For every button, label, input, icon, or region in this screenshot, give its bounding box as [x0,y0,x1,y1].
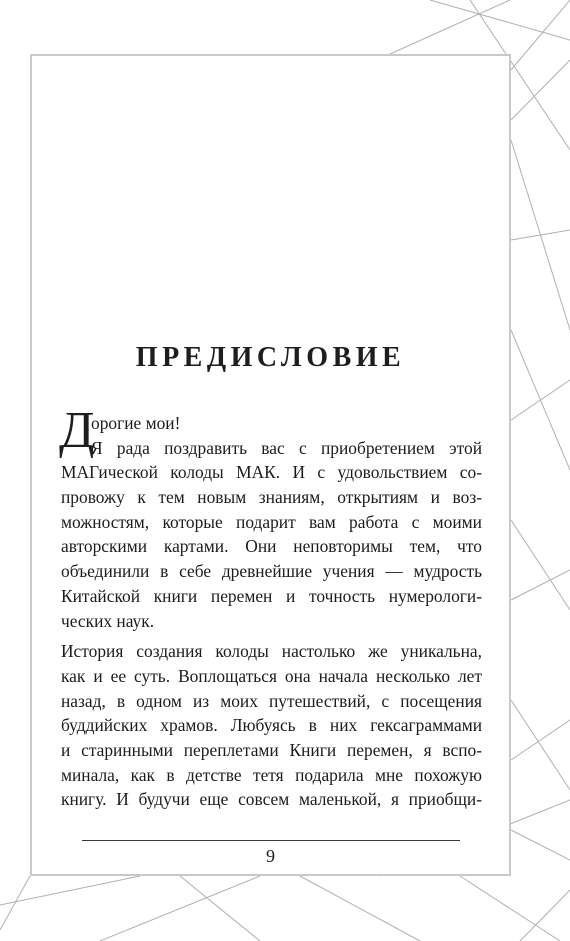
chapter-title: ПРЕДИСЛОВИЕ [135,342,406,373]
body-text [61,411,482,812]
footer-rule [82,840,460,841]
page-number: 9 [266,846,275,866]
deco-line [180,876,260,941]
salutation: орогие мои! [91,413,181,433]
deco-line [0,876,30,930]
deco-line [511,230,570,240]
text-line: Я рада поздравить вас с приобретением этой [91,437,482,458]
text-line: минала, как в детстве тетя подарила мне похожую [61,764,482,785]
text-line: буддийских храмов. Любуясь в них гексаграммами [61,715,482,736]
text-line: книгу. И будучи еще совсем маленькой, я приобщи- [61,789,482,810]
deco-line [511,60,570,120]
deco-line [511,570,570,600]
text-line: и старинными переплетами Книги перемен, я вспо- [61,739,482,760]
text-line: История создания колоды настолько же уникальна, [61,641,482,662]
text-line: как и ее суть. Воплощаться она начала несколько лет [61,665,482,686]
deco-line [390,0,510,54]
drop-cap: Д [59,402,95,459]
text-line: авторскими картами. Они неповторимы тем, что [61,536,482,557]
deco-line [430,0,570,40]
text-line: назад, в одном из моих путешествий, с посещения [61,690,482,711]
text-line: МАГической колоды МАК. И с удовольствием со- [61,462,482,483]
deco-line [511,720,570,760]
deco-line [520,890,570,941]
deco-line [300,876,420,941]
deco-line [511,520,570,610]
text-line: провожу к тем новым знаниям, открытиям и воз- [61,487,482,508]
text-line: Китайской книги перемен и точность нумерологи- [61,585,482,606]
deco-line [511,0,570,70]
text-line: объединили в себе древнейшие учения — мудрость [61,561,482,582]
text-line: ческих наук. [61,610,155,631]
deco-line [511,380,570,420]
deco-line [511,700,570,790]
deco-line [460,876,560,941]
deco-line [100,876,260,941]
text-line: можностям, которые подарит вам работа с моими [61,511,482,532]
deco-line [511,830,570,860]
deco-line [0,876,140,905]
